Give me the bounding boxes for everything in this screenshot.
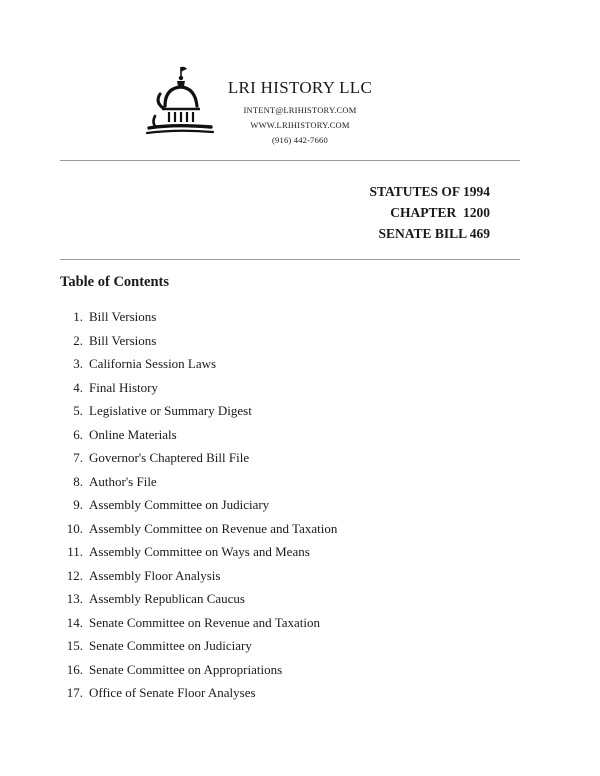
toc-item-label: Senate Committee on Appropriations <box>89 661 283 677</box>
toc-item-label: Legislative or Summary Digest <box>89 403 252 418</box>
toc-item <box>60 399 337 423</box>
toc-item-number: 7. <box>73 450 83 465</box>
toc-item-label: Online Materials <box>89 426 177 442</box>
toc-list <box>60 305 337 705</box>
toc-item-label: Assembly Committee on Revenue and Taxation <box>89 520 338 536</box>
toc-item-number: 14. <box>66 614 83 630</box>
toc-item-label: Senate Committee on Judiciary <box>89 638 252 653</box>
statute-bill: SENATE BILL 469 <box>378 226 490 241</box>
toc-item-label: Assembly Floor Analysis <box>89 567 221 583</box>
toc-item-number: 3. <box>73 356 83 371</box>
company-email: INTENT@LRIHISTORY.COM <box>243 105 357 115</box>
toc-title: Table of Contents <box>60 274 170 290</box>
capitol-dome-icon <box>143 64 215 140</box>
toc-item-label: Final History <box>89 379 158 395</box>
toc-item <box>60 658 337 682</box>
toc-item <box>60 305 337 329</box>
toc-item-label: Bill Versions <box>89 309 157 324</box>
toc-item <box>60 352 337 376</box>
company-name: LRI HISTORY LLC <box>227 78 373 97</box>
toc-item-label: Assembly Committee on Ways and Means <box>89 544 310 559</box>
toc-item <box>60 517 337 541</box>
toc-item <box>60 587 337 611</box>
toc-item-label: California Session Laws <box>89 356 217 371</box>
toc-item-number: 8. <box>73 473 83 489</box>
toc-item <box>60 611 337 635</box>
toc-item-number: 15. <box>66 638 83 653</box>
toc-item-label: Office of Senate Floor Analyses <box>89 685 256 700</box>
toc-item <box>60 681 337 705</box>
toc-item-number: 10. <box>66 520 83 536</box>
toc-item <box>60 634 337 658</box>
toc-item-number: 13. <box>66 591 83 606</box>
company-phone: (916) 442-7660 <box>272 135 328 145</box>
toc-item-label: Governor's Chaptered Bill File <box>89 450 250 465</box>
toc-item-number: 1. <box>73 309 83 324</box>
toc-item-label: Author's File <box>89 473 157 489</box>
company-header <box>210 78 390 145</box>
toc-item-number: 4. <box>73 379 83 395</box>
toc-item-number: 2. <box>73 332 83 348</box>
toc-item <box>60 329 337 353</box>
toc-item-label: Assembly Republican Caucus <box>89 591 245 606</box>
toc-item-label: Assembly Committee on Judiciary <box>89 497 270 512</box>
toc-item-label: Senate Committee on Revenue and Taxation <box>89 614 320 630</box>
toc-item <box>60 446 337 470</box>
toc-item <box>60 540 337 564</box>
toc-item-number: 17. <box>66 685 83 700</box>
toc-item-number: 5. <box>73 403 83 418</box>
toc-item <box>60 493 337 517</box>
toc-item-number: 9. <box>73 497 83 512</box>
middle-divider <box>60 259 520 260</box>
toc-item <box>60 470 337 494</box>
toc-item-label: Bill Versions <box>89 332 157 348</box>
toc-item <box>60 376 337 400</box>
toc-item-number: 6. <box>73 426 83 442</box>
toc-item-number: 11. <box>67 544 83 559</box>
top-divider <box>60 160 520 161</box>
company-website: WWW.LRIHISTORY.COM <box>250 120 350 130</box>
toc-item-number: 16. <box>66 661 83 677</box>
statute-chapter: CHAPTER 1200 <box>390 205 490 220</box>
statute-year: STATUTES OF 1994 <box>369 184 490 199</box>
toc-item <box>60 423 337 447</box>
statute-block <box>369 181 490 244</box>
toc-item-number: 12. <box>66 567 83 583</box>
toc-item <box>60 564 337 588</box>
